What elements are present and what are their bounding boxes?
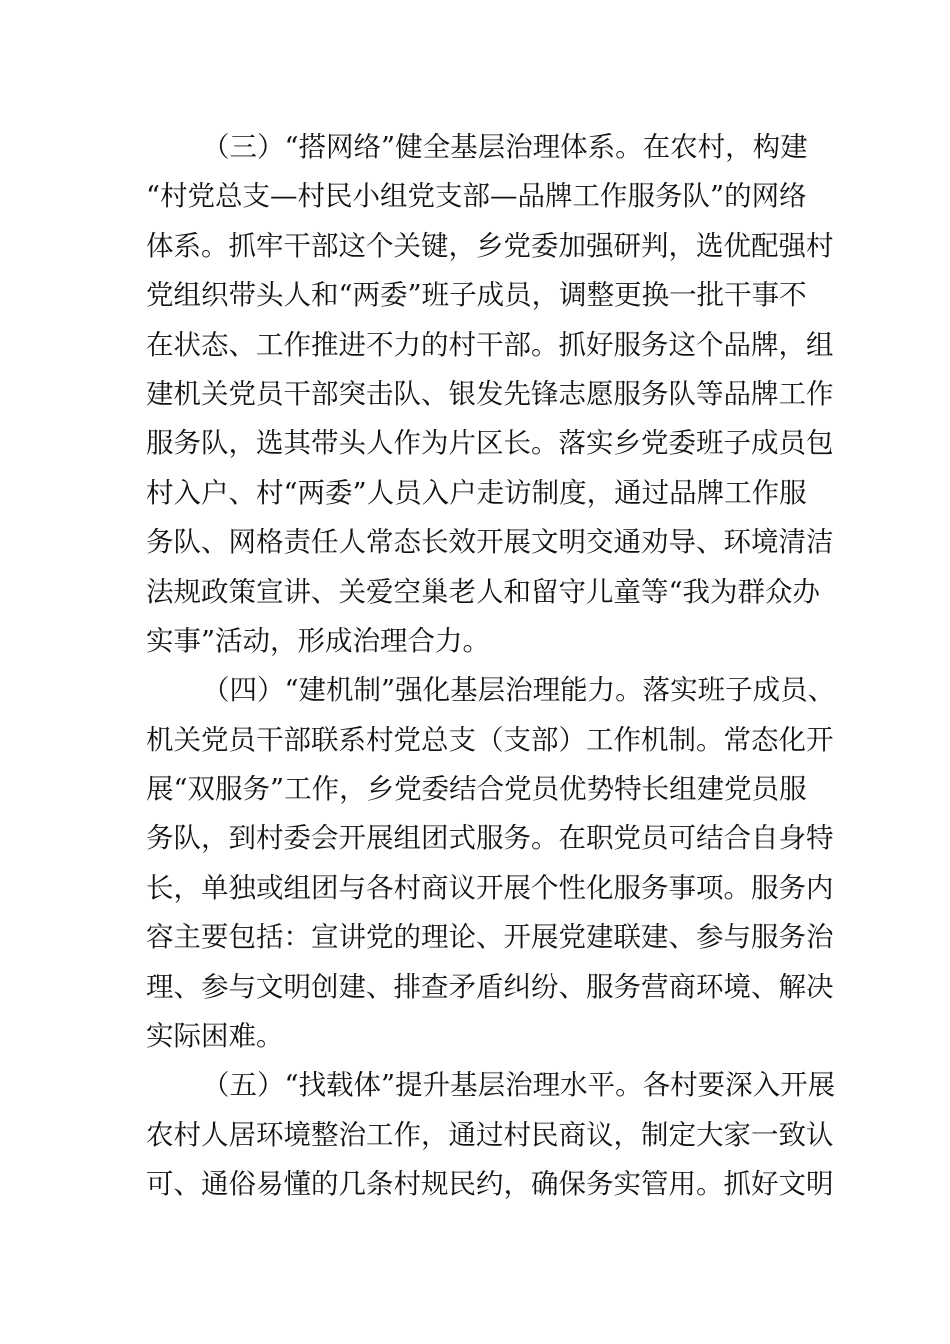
paragraph-line: 实事”活动，形成治理合力。 bbox=[146, 624, 491, 657]
paragraph-line: （三）“搭网络”健全基层治理体系。在农村，构建 bbox=[202, 131, 808, 163]
paragraph-line: 村入户、村“两委”人员入户走访制度，通过品牌工作服 bbox=[146, 476, 807, 509]
paragraph-line: “村党总支—村民小组党支部—品牌工作服务队”的网络 bbox=[146, 180, 807, 213]
paragraph-five bbox=[146, 1061, 836, 1209]
document-body bbox=[146, 123, 836, 1210]
paragraph-three bbox=[146, 123, 834, 666]
paragraph-line: （五）“找载体”提升基层治理水平。各村要深入开展 bbox=[202, 1069, 836, 1102]
paragraph-line: 服务队，选其带头人作为片区长。落实乡党委班子成员包 bbox=[146, 427, 834, 460]
paragraph-line: 理、参与文明创建、排查矛盾纠纷、服务营商环境、解决 bbox=[146, 970, 834, 1003]
paragraph-line: 机关党员干部联系村党总支（支部）工作机制。常态化开 bbox=[146, 723, 834, 756]
paragraph-line: 法规政策宣讲、关爱空巢老人和留守儿童等“我为群众办 bbox=[146, 575, 821, 608]
paragraph-line: 实际困难。 bbox=[146, 1020, 284, 1053]
paragraph-line: 建机关党员干部突击队、银发先锋志愿服务队等品牌工作 bbox=[146, 377, 834, 410]
paragraph-line: 展“双服务”工作，乡党委结合党员优势特长组建党员服 bbox=[146, 773, 807, 806]
paragraph-line: 长，单独或组团与各村商议开展个性化服务事项。服务内 bbox=[146, 871, 834, 904]
paragraph-line: 体系。抓牢干部这个关键，乡党委加强研判，选优配强村 bbox=[146, 229, 834, 262]
paragraph-line: 容主要包括：宣讲党的理论、开展党建联建、参与服务治 bbox=[146, 921, 834, 954]
paragraph-line: 务队、网格责任人常态长效开展文明交通劝导、环境清洁 bbox=[146, 526, 834, 559]
paragraph-line: （四）“建机制”强化基层治理能力。落实班子成员、 bbox=[202, 674, 836, 707]
paragraph-line: 在状态、工作推进不力的村干部。抓好服务这个品牌，组 bbox=[146, 328, 834, 361]
paragraph-four bbox=[146, 666, 836, 1061]
paragraph-line: 农村人居环境整治工作，通过村民商议，制定大家一致认 bbox=[146, 1118, 834, 1151]
paragraph-line: 务队，到村委会开展组团式服务。在职党员可结合自身特 bbox=[146, 822, 834, 855]
paragraph-line: 党组织带头人和“两委”班子成员，调整更换一批干事不 bbox=[146, 279, 807, 312]
paragraph-line: 可、通俗易懂的几条村规民约，确保务实管用。抓好文明 bbox=[146, 1168, 834, 1201]
